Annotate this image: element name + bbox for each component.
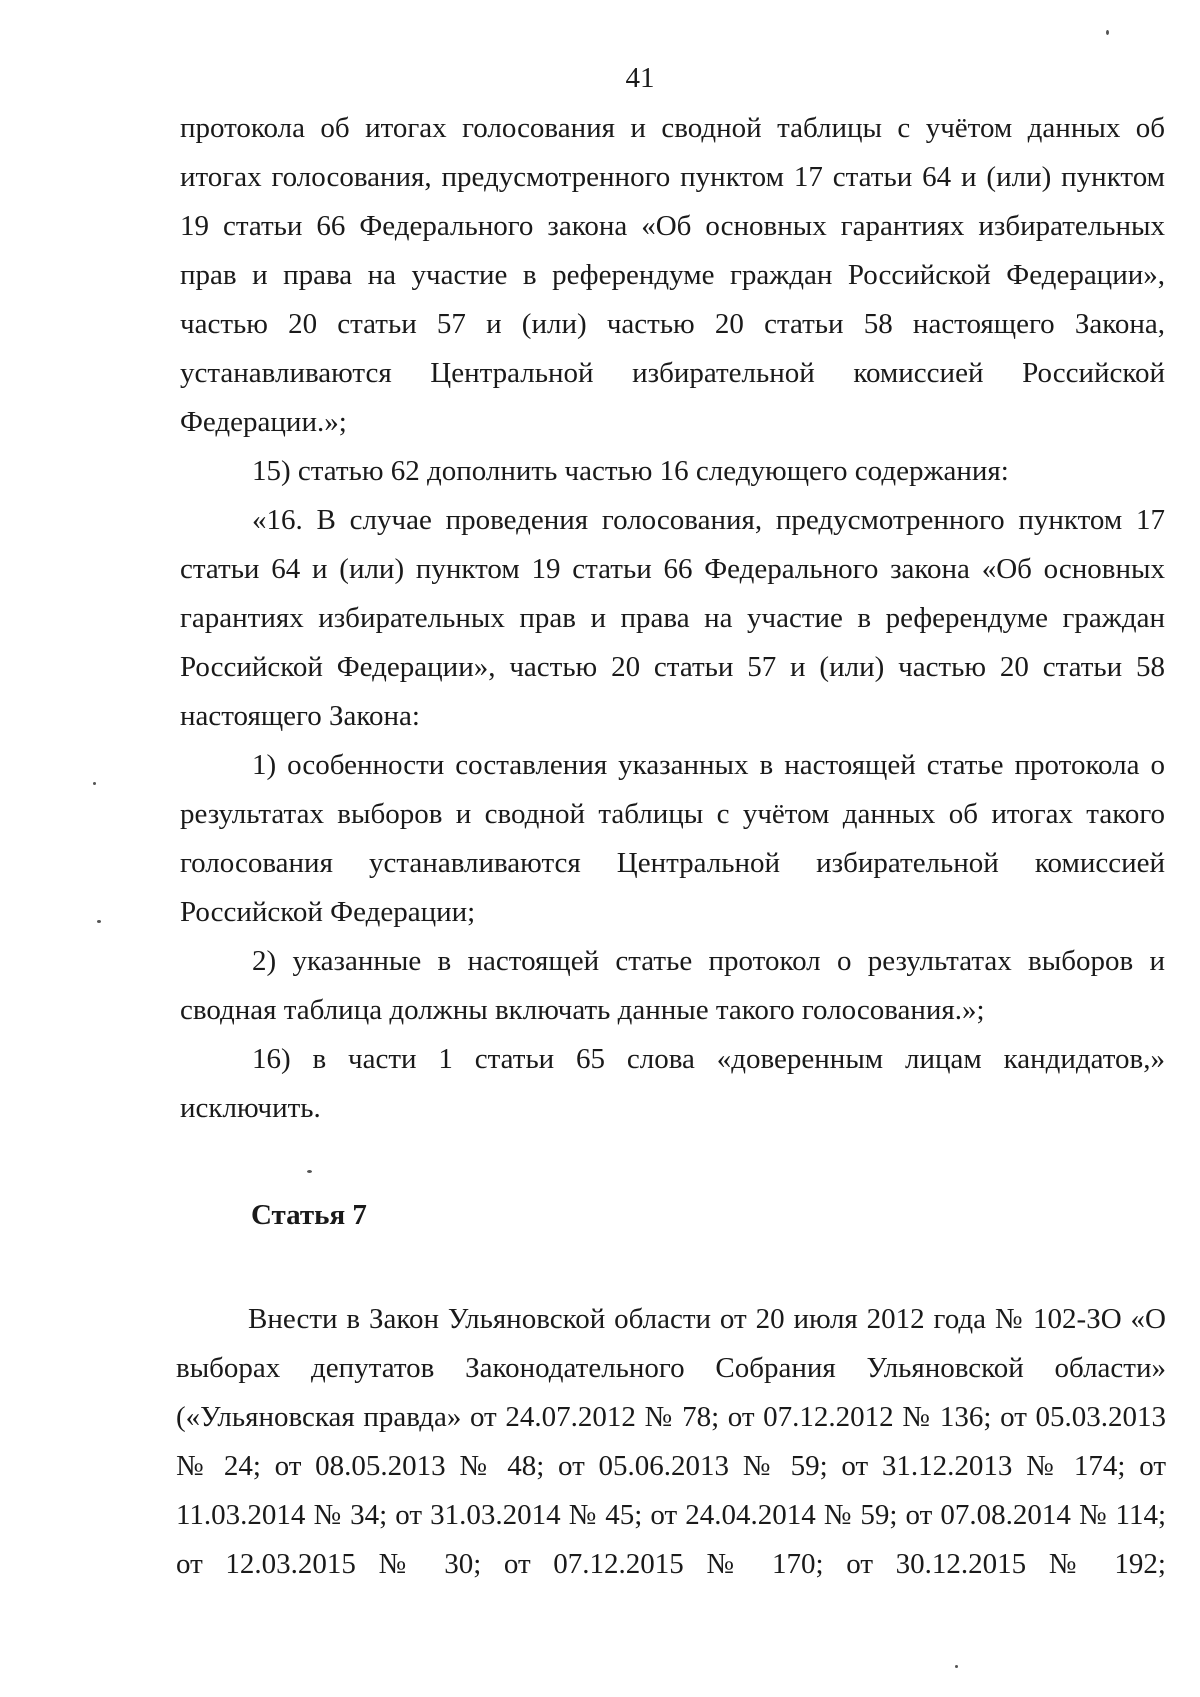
scan-speck [955,1665,958,1668]
scan-speck [97,920,101,923]
article-heading: Статья 7 [251,1199,367,1231]
paragraph-subitem-1: 1) особенности составления указанных в настоящей статье протокола о результатах выборов и сводной таблицы с учётом данных об итогах такого голосования устанавливаются Центральной избирательной комиссией Российской Федерации; [180,749,1165,928]
paragraph-continuation: протокола об итогах голосования и сводной таблицы с учётом данных об итогах голосования, предусмотренного пунктом 17 статьи 64 и (или) пунктом 19 статьи 66 Федерального закона «Об основных гарантиях избирательных прав и права на участие в референдуме граждан Российской Федерации», частью 20 статьи 57 и (или) частью 20 статьи 58 настоящего Закона, устанавливаются Центральной избирательной комиссией Российской Федерации.»; [180,112,1165,438]
paragraph-part-16: «16. В случае проведения голосования, предусмотренного пунктом 17 статьи 64 и (или) пунктом 19 статьи 66 Федерального закона «Об основных гарантиях избирательных прав и права на участие в референдуме граждан Российской Федерации», частью 20 статьи 57 и (или) частью 20 статьи 58 настоящего Закона: [180,504,1165,732]
paragraph-subitem-2: 2) указанные в настоящей статье протокол о результатах выборов и сводная таблица должны включать данные такого голосования.»; [180,945,1165,1026]
page-number: 41 [625,62,655,94]
paragraph-item-16: 16) в части 1 статьи 65 слова «доверенным лицам кандидатов,» исключить. [180,1043,1165,1124]
paragraph-item-15: 15) статью 62 дополнить частью 16 следующего содержания: [252,455,1009,487]
document-body [180,104,1165,1133]
article-body [176,1295,1166,1589]
scan-speck [307,1170,312,1173]
scan-speck [93,782,96,785]
scan-speck [1106,30,1109,35]
article-paragraph: Внести в Закон Ульяновской области от 20 июля 2012 года № 102-ЗО «О выборах депутатов Законодательного Собрания Ульяновской области» («Ульяновская правда» от 24.07.2012 № 78; от 07.12.2012 № 136; от 05.03.2013 № 24; от 08.05.2013 № 48; от 05.06.2013 № 59; от 31.12.2013 № 174; от 11.03.2014 № 34; от 31.03.2014 № 45; от 24.04.2014 № 59; от 07.08.2014 № 114; от 12.03.2015 № 30; от 07.12.2015 № 170; от 30.12.2015 № 192; [176,1303,1166,1580]
